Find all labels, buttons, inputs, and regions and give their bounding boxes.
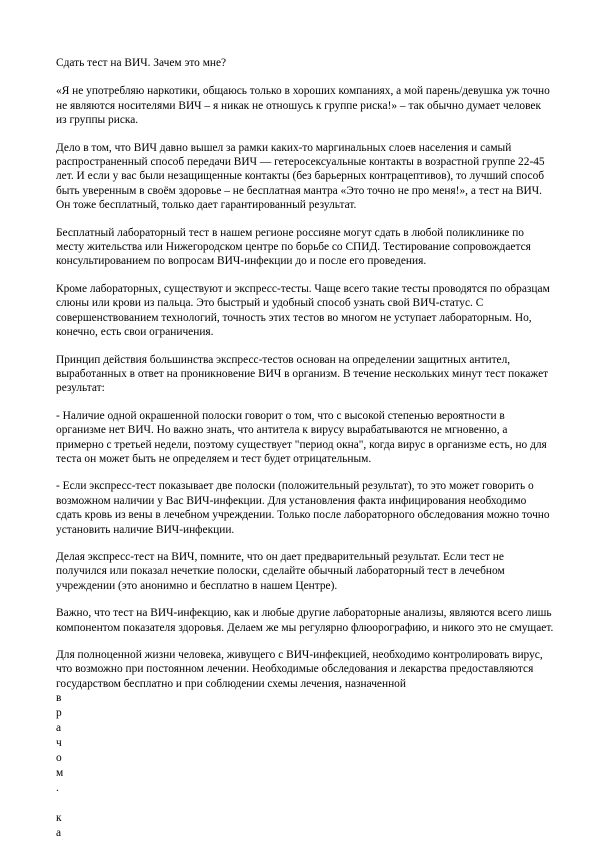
paragraph-5: Принцип действия большинства экспресс-тестов основан на определении защитных антител, выработанных в ответ на проникновение ВИЧ в организм. В течение нескольких минут тест покажет результат: [56,353,549,395]
vertical-char: в [56,692,62,705]
vertical-char: . [56,782,59,795]
vertical-char: м [56,767,64,780]
paragraph-7: - Если экспресс-тест показывает две полоски (положительный результат), то это может говорить о возможном наличии у Вас ВИЧ-инфекции. Для установления факта инфицирования необходимо сдать кровь из вены в лечебном учреждении. Только после лабораторного обследования можно точно установить наличие ВИЧ-инфекции. [56,480,550,536]
vertical-char: к [56,812,62,825]
paragraph-6: - Наличие одной окрашенной полоски говорит о том, что с высокой степенью вероятности в организме нет ВИЧ. Но важно знать, что антитела к вирусу вырабатываются не мгновенно, а примерно с третьей недели, поэтому существует "период окна", когда вирус в организме есть, но для теста он может быть не определяем и тест будет отрицательным. [56,409,547,465]
vertical-char [56,796,554,811]
vertical-char: ч [56,737,62,750]
vertical-char: а [56,722,62,735]
paragraph-2: Дело в том, что ВИЧ давно вышел за рамки каких-то маргинальных слоев населения и самый распространенный способ передачи ВИЧ — гетеросексуальные контакты в возрастной группе 22-45 лет. И если у вас были незащищенные контакты (без барьерных контрацептивов), то лучший способ быть уверенным в своём здоровье – не бесплатная мантра «Это точно не про меня!», а тест на ВИЧ. Он тоже бесплатный, только дает гарантированный результат. [56,141,545,212]
vertical-text-column [56,691,554,841]
paragraph-10: Для полноценной жизни человека, живущего с ВИЧ-инфекцией, необходимо контролировать вирус, что возможно при постоянном лечении. Необходимые обследования и лекарства предоставляются государством бесплатно и при соблюдении схемы лечения, назначенной [56,649,543,690]
paragraph-9: Важно, что тест на ВИЧ-инфекцию, как и любые другие лабораторные анализы, являются всего лишь компонентом показателя здоровья. Делаем же мы регулярно флюорографию, и никого это не смущает. [56,607,554,634]
paragraph-4: Кроме лабораторных, существуют и экспресс-тесты. Чаще всего такие тесты проводятся по образцам слюны или крови из пальца. Это быстрый и удобный способ узнать свой ВИЧ-статус. С совершенствованием технологий, точность этих тестов во многом не уступает лабораторным. Но, конечно, есть свои ограничения. [56,282,550,339]
paragraph-1: «Я не употребляю наркотики, общаюсь только в хороших компаниях, а мой парень/девушка уж точно не являются носителями ВИЧ – я никак не отношусь к группе риска!» – так обычно думает человек из группы риска. [56,85,550,127]
vertical-char: р [56,707,62,720]
vertical-char: о [56,752,62,765]
paragraph-8: Делая экспресс-тест на ВИЧ, помните, что он дает предварительный результат. Если тест не получился или показал нечеткие полоски, сделайте обычный лабораторный тест в лечебном учреждении (это анонимно и бесплатно в нашем Центре). [56,550,505,592]
vertical-char: а [56,827,62,840]
document-title: Сдать тест на ВИЧ. Зачем это мне? [56,57,227,69]
document-page [56,56,554,841]
paragraph-3: Бесплатный лабораторный тест в нашем регионе россияне могут сдать в любой поликлинике по месту жительства или Нижегородском центре по борьбе со СПИД. Тестирование сопровождается консультированием по вопросам ВИЧ-инфекции до и после его проведения. [56,226,531,268]
